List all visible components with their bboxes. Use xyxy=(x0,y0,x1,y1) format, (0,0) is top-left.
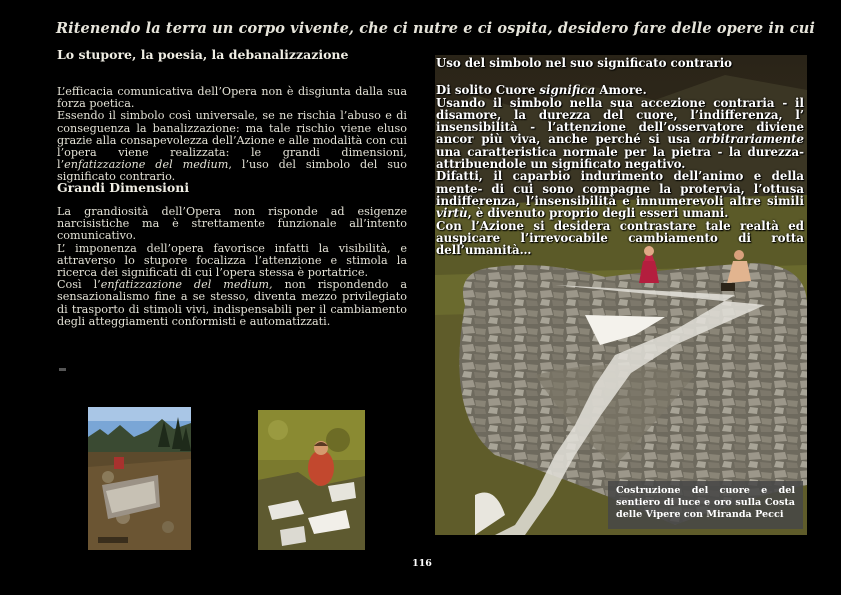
photo-mountain-stones xyxy=(88,407,191,550)
paragraph: Di solito Cuore significa Amore. xyxy=(436,83,647,98)
page-number: 116 xyxy=(412,558,432,569)
section-body-stupore xyxy=(57,86,407,184)
page-title: Ritenendo la terra un corpo vivente, che ci nutre e ci ospita, desidero fare delle opere in cui xyxy=(56,20,815,37)
paragraph: Difatti, il caparbio indurimento dell’animo e della mente- di cui sono compagne la protervia, l’ottusa indifferenza, l’insensibilità e innumerevoli altre simili virtù, è divenuto proprio degli esseri umani. xyxy=(436,169,804,221)
paragraph: Essendo il simbolo così universale, se ne rischia l’abuso e di conseguenza la banalizzazione: ma tale rischio viene eluso grazie alla consapevolezza dell’Azione e alle modalità con cui l’opera viene realizzata: le grandi dimensioni, l’enfatizzazione del medium, l’uso del simbolo del suo significato contrario. xyxy=(57,109,407,184)
paragraph: Usando il simbolo nella sua accezione contraria - il disamore, la durezza del cuore, l’indifferenza, l’ insensibilità - l’attenzione dell’osservatore diviene ancor più viva, anche perché si usa arbitrariamente una caratteristica normale per la pietra - la durezza- attribuendole un significato negativo. xyxy=(436,95,804,172)
overlay-subheading: Uso del simbolo nel suo significato contrario xyxy=(436,56,733,70)
photo-person-stones xyxy=(258,410,365,550)
photo-caption: Costruzione del cuore e del sentiero di luce e oro sulla Costa delle Vipere con Miranda Pecci xyxy=(608,481,803,529)
paragraph: La grandiosità dell’Opera non risponde ad esigenze narcisistiche ma è strettamente funzionale all’intento comunicativo. xyxy=(57,205,407,243)
section-heading-stupore: Lo stupore, la poesia, la debanalizzazione xyxy=(57,47,349,62)
section-heading-grandi-dimensioni: Grandi Dimensioni xyxy=(57,180,190,195)
main-photo-text-overlay xyxy=(436,57,804,256)
paragraph: L’ imponenza dell’opera favorisce infatti la visibilità, e attraverso lo stupore focalizza l’attenzione e stimola la ricerca dei significati di cui l’opera stessa è portatrice. xyxy=(57,241,407,280)
paragraph: Con l’Azione si desidera contrastare tale realtà ed auspicare l’irrevocabile cambiamento di rotta dell’umanità… xyxy=(436,218,804,258)
divider-mark xyxy=(59,368,66,371)
paragraph: L’efficacia comunicativa dell’Opera non è disgiunta dalla sua forza poetica. xyxy=(57,85,407,111)
section-body-grandi-dimensioni xyxy=(57,206,407,328)
paragraph: Così l’enfatizzazione del medium, non rispondendo a sensazionalismo fine a se stesso, diventa mezzo privilegiato di trasporto di stimoli vivi, indispensabili per il cambiamento degli atteggiamenti conformisti e automatizzati. xyxy=(57,278,407,328)
